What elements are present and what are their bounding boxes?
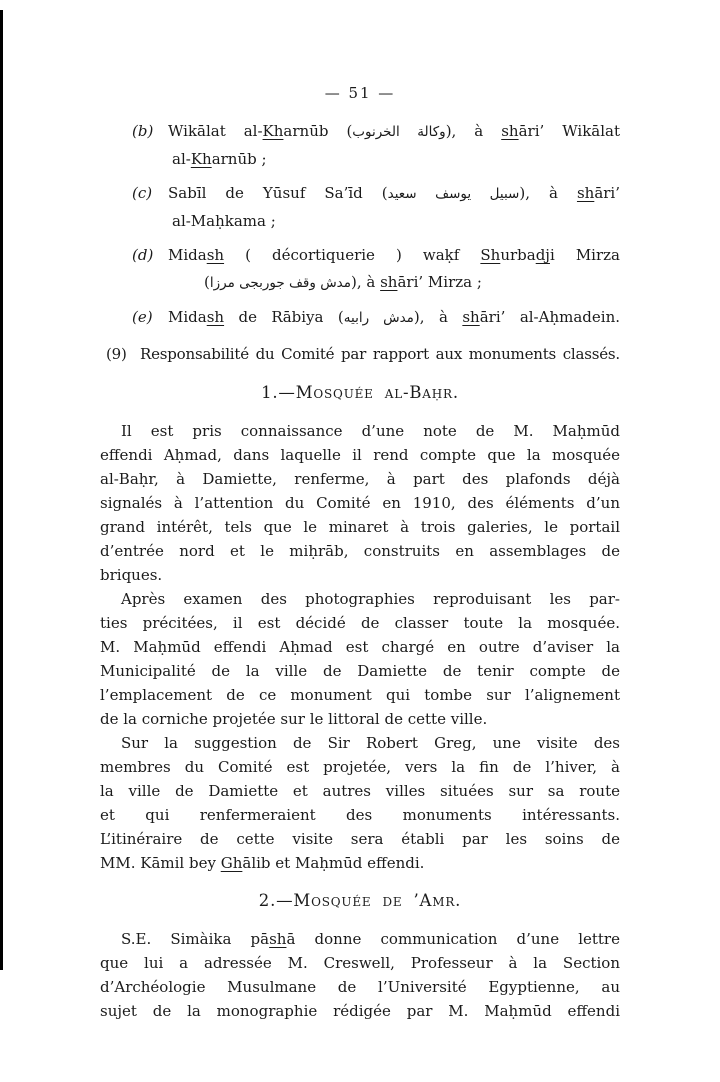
paragraph-line: que lui a adressée M. Creswell, Professeur à la Section bbox=[100, 954, 620, 972]
list-item bbox=[100, 242, 620, 297]
list-item-line: al-Maḥkama ; bbox=[172, 212, 276, 230]
paragraph-line: Sur la suggestion de Sir Robert Greg, une visite des bbox=[121, 734, 620, 752]
list-item-line: Wikālat al-Kharnūb (وكالة الخرنوب), à shāri’ Wikālat bbox=[168, 122, 620, 140]
list-item-line: (مدش وقف جوربجى مرزا), à shāri’ Mirza ; bbox=[204, 273, 482, 291]
paragraph-line: membres du Comité est projetée, vers la fin de l’hiver, à bbox=[100, 758, 620, 776]
paragraph-line: effendi Aḥmad, dans laquelle il rend compte que la mosquée bbox=[100, 446, 620, 464]
paragraph bbox=[100, 587, 620, 731]
list-item-line: Sabīl de Yūsuf Sa’īd (سبيل يوسف سعيد), à shāri’ bbox=[168, 184, 620, 202]
sections-container bbox=[100, 383, 620, 1023]
paragraph-line: d’entrée nord et le miḥrāb, construits en assemblages de bbox=[100, 542, 620, 560]
list-item-label: (d) bbox=[132, 246, 154, 264]
paragraph-line: d’Archéologie Musulmane de l’Université Egyptienne, au bbox=[100, 978, 620, 996]
section-heading: 2.—Mosquée de ’Amr. bbox=[258, 891, 462, 910]
list-item-9 bbox=[100, 341, 620, 367]
list-item-text: Responsabilité du Comité par rapport aux monuments classés. bbox=[140, 345, 620, 363]
list-item bbox=[100, 304, 620, 332]
paragraph-line: S.E. Simàika pāshā donne communication d’une lettre bbox=[121, 930, 620, 948]
list-item-label: (9) bbox=[106, 345, 127, 363]
arabic-inline-text: وكالة الخرنوب bbox=[352, 124, 446, 140]
paragraph-line: Il est pris connaissance d’une note de M. Maḥmūd bbox=[121, 422, 620, 440]
paragraph bbox=[100, 927, 620, 1023]
paragraph-line: grand intérêt, tels que le minaret à trois galeries, le portail bbox=[100, 518, 620, 536]
paragraph-line: de la corniche projetée sur le littoral de cette ville. bbox=[100, 710, 488, 728]
paragraph bbox=[100, 731, 620, 875]
paragraph-line: MM. Kāmil bey Ghālib et Maḥmūd effendi. bbox=[100, 854, 425, 872]
list-item-line: Midash de Rābiya (مدش رابيه), à shāri’ al-Aḥmadein. bbox=[168, 308, 620, 326]
paragraph bbox=[100, 419, 620, 587]
ordinance-list bbox=[100, 118, 620, 332]
paragraph-line: Après examen des photographies reproduisant les par- bbox=[121, 590, 620, 608]
list-item-line: Midash ( décortiquerie ) waḳf Shurbadji Mirza bbox=[168, 246, 620, 264]
arabic-inline-text: سبيل يوسف سعيد bbox=[387, 186, 520, 202]
paragraph-line: l’emplacement de ce monument qui tombe sur l’alignement bbox=[100, 686, 620, 704]
scan-edge-artifact bbox=[0, 10, 3, 970]
arabic-inline-text: مدش رابيه bbox=[343, 310, 414, 326]
paragraph-line: et qui renfermeraient des monuments intéressants. bbox=[100, 806, 620, 824]
paragraph-line: briques. bbox=[100, 566, 163, 584]
paragraph-line: L’itinéraire de cette visite sera établi par les soins de bbox=[100, 830, 620, 848]
paragraph-line: Municipalité de la ville de Damiette de tenir compte de bbox=[100, 662, 620, 680]
document-page bbox=[100, 84, 620, 1023]
paragraph-line: signalés à l’attention du Comité en 1910, des éléments d’un bbox=[100, 494, 620, 512]
list-item-label: (b) bbox=[132, 122, 154, 140]
list-item-label: (c) bbox=[132, 184, 153, 202]
list-item bbox=[100, 180, 620, 235]
section-heading: 1.—Mosquée al-Baḥr. bbox=[261, 383, 459, 402]
paragraph-line: ties précitées, il est décidé de classer toute la mosquée. bbox=[100, 614, 620, 632]
arabic-inline-text: مدش وقف جوربجى مرزا bbox=[209, 275, 351, 291]
list-item-label: (e) bbox=[132, 308, 153, 326]
paragraph-line: sujet de la monographie rédigée par M. Maḥmūd effendi bbox=[100, 1002, 620, 1020]
paragraph-line: la ville de Damiette et autres villes situées sur sa route bbox=[100, 782, 620, 800]
paragraph-line: al-Baḥr, à Damiette, renferme, à part des plafonds déjà bbox=[100, 470, 620, 488]
list-item-line: al-Kharnūb ; bbox=[172, 150, 267, 168]
paragraph-line: M. Maḥmūd effendi Aḥmad est chargé en outre d’aviser la bbox=[100, 638, 620, 656]
list-item bbox=[100, 118, 620, 173]
page-number: — 51 — bbox=[324, 84, 396, 102]
